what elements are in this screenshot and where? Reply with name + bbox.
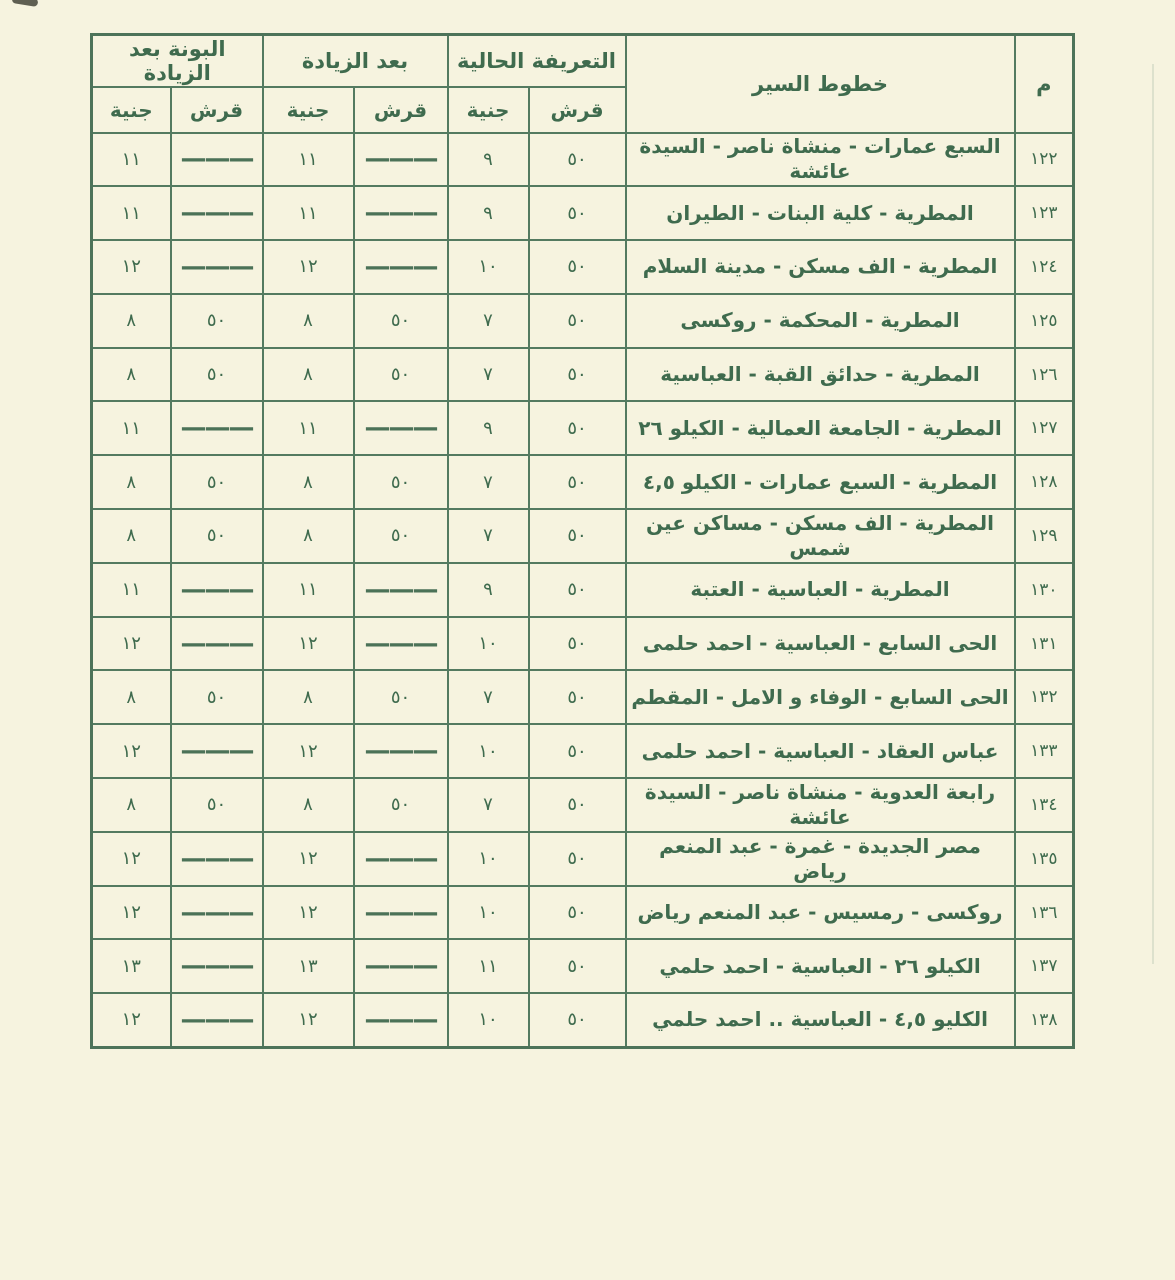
- route-name: المطرية - كلية البنات - الطيران: [626, 186, 1015, 240]
- subheader-after-qirsh: قرش: [354, 87, 448, 133]
- current-geneih: ١٠: [448, 240, 529, 294]
- after-qirsh: ٥٠: [354, 509, 448, 563]
- current-geneih: ٩: [448, 401, 529, 455]
- after-qirsh: ٥٠: [354, 778, 448, 832]
- route-name: الكليو ٤,٥ - العباسية .. احمد حلمي: [626, 993, 1015, 1047]
- bonus-qirsh: ٥٠: [171, 455, 263, 509]
- after-geneih: ٨: [263, 455, 354, 509]
- route-rows: [92, 133, 1074, 1048]
- current-geneih: ١٠: [448, 993, 529, 1047]
- route-name: السبع عمارات - منشاة ناصر - السيدة عائشة: [626, 133, 1015, 187]
- bonus-geneih: ٨: [92, 348, 171, 402]
- current-geneih: ١٠: [448, 724, 529, 778]
- route-name: عباس العقاد - العباسية - احمد حلمى: [626, 724, 1015, 778]
- route-name: المطرية - السبع عمارات - الكيلو ٤,٥: [626, 455, 1015, 509]
- row-index: ١٢٣: [1015, 186, 1074, 240]
- header-index: م: [1015, 35, 1074, 133]
- row-index: ١٣٠: [1015, 563, 1074, 617]
- after-qirsh: ———: [354, 993, 448, 1047]
- route-name: الكيلو ٢٦ - العباسية - احمد حلمي: [626, 939, 1015, 993]
- scan-artifact-mark: [12, 0, 39, 7]
- current-geneih: ٧: [448, 455, 529, 509]
- after-geneih: ١٣: [263, 939, 354, 993]
- current-qirsh: ٥٠: [529, 294, 626, 348]
- current-qirsh: ٥٠: [529, 240, 626, 294]
- table-row: [92, 886, 1074, 940]
- table-row: [92, 617, 1074, 671]
- row-index: ١٢٩: [1015, 509, 1074, 563]
- table-row: [92, 724, 1074, 778]
- bonus-geneih: ١١: [92, 563, 171, 617]
- after-geneih: ٨: [263, 348, 354, 402]
- scan-edge-line: [1152, 64, 1154, 964]
- after-geneih: ١١: [263, 186, 354, 240]
- table-row: [92, 993, 1074, 1047]
- after-qirsh: ———: [354, 724, 448, 778]
- table-header: [92, 35, 1074, 133]
- route-name: مصر الجديدة - غمرة - عبد المنعم رياض: [626, 832, 1015, 886]
- current-qirsh: ٥٠: [529, 348, 626, 402]
- current-qirsh: ٥٠: [529, 778, 626, 832]
- current-qirsh: ٥٠: [529, 133, 626, 187]
- table-row: [92, 455, 1074, 509]
- bonus-qirsh: ٥٠: [171, 509, 263, 563]
- row-index: ١٣٤: [1015, 778, 1074, 832]
- after-qirsh: ٥٠: [354, 455, 448, 509]
- current-qirsh: ٥٠: [529, 832, 626, 886]
- bonus-qirsh: ———: [171, 186, 263, 240]
- bonus-geneih: ١٢: [92, 993, 171, 1047]
- after-geneih: ١٢: [263, 724, 354, 778]
- current-geneih: ١٠: [448, 617, 529, 671]
- header-group-after-increase: بعد الزيادة: [263, 35, 448, 87]
- bonus-geneih: ١٢: [92, 617, 171, 671]
- current-qirsh: ٥٠: [529, 939, 626, 993]
- bonus-geneih: ١٣: [92, 939, 171, 993]
- after-qirsh: ———: [354, 886, 448, 940]
- current-qirsh: ٥٠: [529, 401, 626, 455]
- after-qirsh: ٥٠: [354, 670, 448, 724]
- route-name: المطرية - حدائق القبة - العباسية: [626, 348, 1015, 402]
- route-name: رابعة العدوية - منشاة ناصر - السيدة عائشة: [626, 778, 1015, 832]
- row-index: ١٢٧: [1015, 401, 1074, 455]
- current-qirsh: ٥٠: [529, 563, 626, 617]
- bonus-geneih: ١٢: [92, 832, 171, 886]
- route-name: الحى السابع - العباسية - احمد حلمى: [626, 617, 1015, 671]
- bonus-qirsh: ———: [171, 401, 263, 455]
- after-geneih: ٨: [263, 778, 354, 832]
- subheader-bonus-geneih: جنية: [92, 87, 171, 133]
- bonus-geneih: ٨: [92, 778, 171, 832]
- subheader-current-qirsh: قرش: [529, 87, 626, 133]
- current-qirsh: ٥٠: [529, 886, 626, 940]
- current-qirsh: ٥٠: [529, 617, 626, 671]
- after-geneih: ١١: [263, 401, 354, 455]
- current-qirsh: ٥٠: [529, 993, 626, 1047]
- after-qirsh: ———: [354, 617, 448, 671]
- after-qirsh: ———: [354, 240, 448, 294]
- after-geneih: ١٢: [263, 240, 354, 294]
- bonus-qirsh: ———: [171, 939, 263, 993]
- current-geneih: ١٠: [448, 832, 529, 886]
- row-index: ١٣٣: [1015, 724, 1074, 778]
- bonus-geneih: ١٢: [92, 886, 171, 940]
- after-geneih: ١٢: [263, 993, 354, 1047]
- row-index: ١٢٦: [1015, 348, 1074, 402]
- row-index: ١٣٢: [1015, 670, 1074, 724]
- route-name: المطرية - الف مسكن - مساكن عين شمس: [626, 509, 1015, 563]
- bonus-geneih: ٨: [92, 670, 171, 724]
- row-index: ١٣٥: [1015, 832, 1074, 886]
- bonus-qirsh: ———: [171, 886, 263, 940]
- after-geneih: ١١: [263, 133, 354, 187]
- current-geneih: ٧: [448, 778, 529, 832]
- current-geneih: ٧: [448, 509, 529, 563]
- table-row: [92, 832, 1074, 886]
- bonus-qirsh: ٥٠: [171, 348, 263, 402]
- after-qirsh: ———: [354, 832, 448, 886]
- bonus-geneih: ٨: [92, 294, 171, 348]
- subheader-after-geneih: جنية: [263, 87, 354, 133]
- table-row: [92, 509, 1074, 563]
- after-qirsh: ٥٠: [354, 348, 448, 402]
- tariff-table: [90, 33, 1075, 1049]
- bonus-qirsh: ———: [171, 133, 263, 187]
- row-index: ١٢٥: [1015, 294, 1074, 348]
- bonus-qirsh: ———: [171, 993, 263, 1047]
- bonus-geneih: ١١: [92, 186, 171, 240]
- route-name: المطرية - الف مسكن - مدينة السلام: [626, 240, 1015, 294]
- current-geneih: ٧: [448, 670, 529, 724]
- table-row: [92, 133, 1074, 187]
- current-geneih: ٧: [448, 294, 529, 348]
- route-name: الحى السابع - الوفاء و الامل - المقطم: [626, 670, 1015, 724]
- table-row: [92, 670, 1074, 724]
- bonus-geneih: ١١: [92, 401, 171, 455]
- after-geneih: ٨: [263, 294, 354, 348]
- after-qirsh: ———: [354, 401, 448, 455]
- row-index: ١٢٨: [1015, 455, 1074, 509]
- bonus-qirsh: ———: [171, 563, 263, 617]
- header-group-bonus-after-increase: البونة بعد الزيادة: [92, 35, 263, 87]
- route-name: روكسى - رمسيس - عبد المنعم رياض: [626, 886, 1015, 940]
- bonus-geneih: ٨: [92, 509, 171, 563]
- current-geneih: ١١: [448, 939, 529, 993]
- current-qirsh: ٥٠: [529, 724, 626, 778]
- after-geneih: ٨: [263, 670, 354, 724]
- row-index: ١٣١: [1015, 617, 1074, 671]
- after-qirsh: ———: [354, 186, 448, 240]
- after-qirsh: ٥٠: [354, 294, 448, 348]
- subheader-bonus-qirsh: قرش: [171, 87, 263, 133]
- header-routes: خطوط السير: [626, 35, 1015, 133]
- after-qirsh: ———: [354, 939, 448, 993]
- bonus-geneih: ١٢: [92, 724, 171, 778]
- row-index: ١٣٧: [1015, 939, 1074, 993]
- bonus-qirsh: ———: [171, 832, 263, 886]
- bonus-qirsh: ٥٠: [171, 294, 263, 348]
- tariff-table-wrapper: [90, 33, 1075, 1049]
- after-geneih: ١٢: [263, 617, 354, 671]
- current-qirsh: ٥٠: [529, 455, 626, 509]
- bonus-geneih: ١٢: [92, 240, 171, 294]
- table-row: [92, 939, 1074, 993]
- row-index: ١٢٤: [1015, 240, 1074, 294]
- after-qirsh: ———: [354, 563, 448, 617]
- table-row: [92, 186, 1074, 240]
- subheader-current-geneih: جنية: [448, 87, 529, 133]
- bonus-qirsh: ٥٠: [171, 670, 263, 724]
- bonus-qirsh: ———: [171, 617, 263, 671]
- table-row: [92, 563, 1074, 617]
- after-geneih: ١٢: [263, 886, 354, 940]
- bonus-qirsh: ———: [171, 240, 263, 294]
- header-group-current-tariff: التعريفة الحالية: [448, 35, 626, 87]
- current-qirsh: ٥٠: [529, 186, 626, 240]
- route-name: المطرية - الجامعة العمالية - الكيلو ٢٦: [626, 401, 1015, 455]
- current-geneih: ٩: [448, 186, 529, 240]
- route-name: المطرية - العباسية - العتبة: [626, 563, 1015, 617]
- table-row: [92, 240, 1074, 294]
- row-index: ١٣٦: [1015, 886, 1074, 940]
- table-row: [92, 401, 1074, 455]
- bonus-geneih: ٨: [92, 455, 171, 509]
- table-row: [92, 348, 1074, 402]
- after-geneih: ٨: [263, 509, 354, 563]
- table-row: [92, 778, 1074, 832]
- bonus-qirsh: ٥٠: [171, 778, 263, 832]
- current-geneih: ١٠: [448, 886, 529, 940]
- current-geneih: ٩: [448, 563, 529, 617]
- current-geneih: ٩: [448, 133, 529, 187]
- current-geneih: ٧: [448, 348, 529, 402]
- current-qirsh: ٥٠: [529, 509, 626, 563]
- after-geneih: ١٢: [263, 832, 354, 886]
- table-row: [92, 294, 1074, 348]
- after-qirsh: ———: [354, 133, 448, 187]
- after-geneih: ١١: [263, 563, 354, 617]
- route-name: المطرية - المحكمة - روكسى: [626, 294, 1015, 348]
- current-qirsh: ٥٠: [529, 670, 626, 724]
- bonus-qirsh: ———: [171, 724, 263, 778]
- bonus-geneih: ١١: [92, 133, 171, 187]
- row-index: ١٢٢: [1015, 133, 1074, 187]
- row-index: ١٣٨: [1015, 993, 1074, 1047]
